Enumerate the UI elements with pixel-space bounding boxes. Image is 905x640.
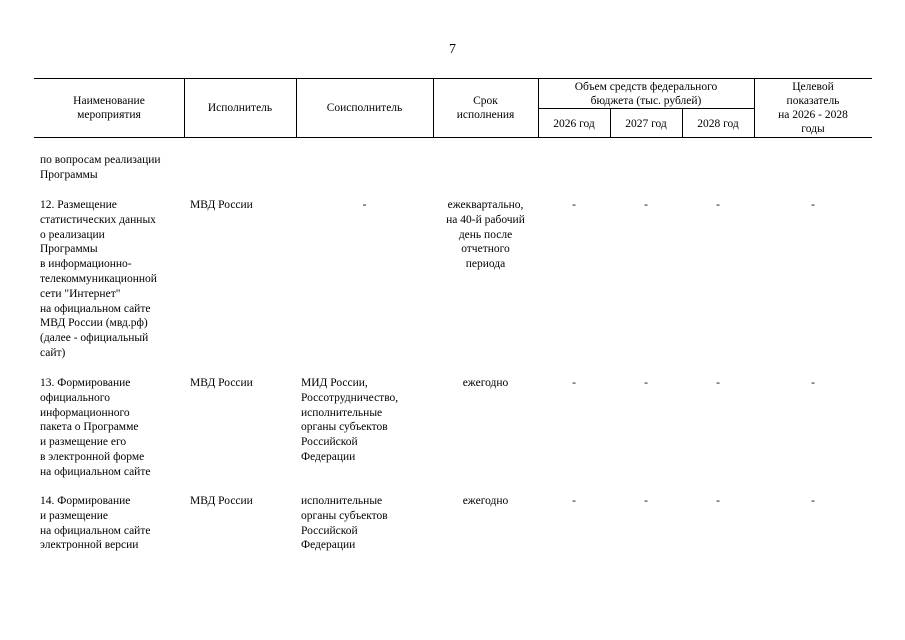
table-header-bottom-border: [34, 137, 872, 138]
row-12-target: -: [811, 199, 815, 211]
page-number: 7: [449, 42, 456, 57]
row-12-2026: -: [572, 199, 576, 211]
header-2026: 2026 год: [553, 118, 595, 130]
row-12-name: 12. Размещение статистических данных о реализации Программы в информационно- телекоммуникационной сети "Интернет" на официальном сайте МВД России (мвд.рф) (далее - официальный сайт): [40, 199, 157, 359]
row-12-executor: МВД России: [190, 199, 253, 211]
row-14-deadline: ежегодно: [462, 495, 509, 507]
row-13-2026: -: [572, 377, 576, 389]
row-13-target: -: [811, 377, 815, 389]
header-name: Наименование мероприятия: [73, 95, 145, 121]
row-12-2027: -: [644, 199, 648, 211]
row-13-coexecutor: МИД России, Россотрудничество, исполнительные органы субъектов Российской Федерации: [301, 377, 399, 463]
row-12-deadline: ежеквартально, на 40-й рабочий день после отчетного периода: [446, 199, 525, 271]
row-14-2026: -: [572, 495, 576, 507]
row-14-name: 14. Формирование и размещение на официальном сайте электронной версии: [40, 495, 151, 552]
header-budget: Объем средств федерального бюджета (тыс. рублей): [574, 81, 718, 107]
row-13-deadline: ежегодно: [462, 377, 509, 389]
row-14-2027: -: [644, 495, 648, 507]
row-14-executor: МВД России: [190, 495, 253, 507]
header-target: Целевой показатель на 2026 - 2028 годы: [778, 81, 848, 135]
row-14-target: -: [811, 495, 815, 507]
row-continuation-name: по вопросам реализации Программы: [40, 154, 161, 181]
header-coexecutor: Соисполнитель: [326, 102, 403, 114]
row-13-name: 13. Формирование официального информационного пакета о Программе и размещение его в электронной форме на официальном сайте: [40, 377, 151, 478]
row-13-2028: -: [716, 377, 720, 389]
row-13-executor: МВД России: [190, 377, 253, 389]
header-deadline: Срок исполнения: [456, 95, 515, 121]
row-14-coexecutor: исполнительные органы субъектов Российской Федерации: [301, 495, 388, 552]
header-2027: 2027 год: [625, 118, 667, 130]
row-12-coexecutor: -: [362, 199, 367, 211]
budget-subheader-border: [538, 108, 754, 109]
row-13-2027: -: [644, 377, 648, 389]
header-executor: Исполнитель: [207, 102, 273, 114]
row-14-2028: -: [716, 495, 720, 507]
row-12-2028: -: [716, 199, 720, 211]
header-2028: 2028 год: [697, 118, 739, 130]
table-top-border: [34, 78, 872, 79]
